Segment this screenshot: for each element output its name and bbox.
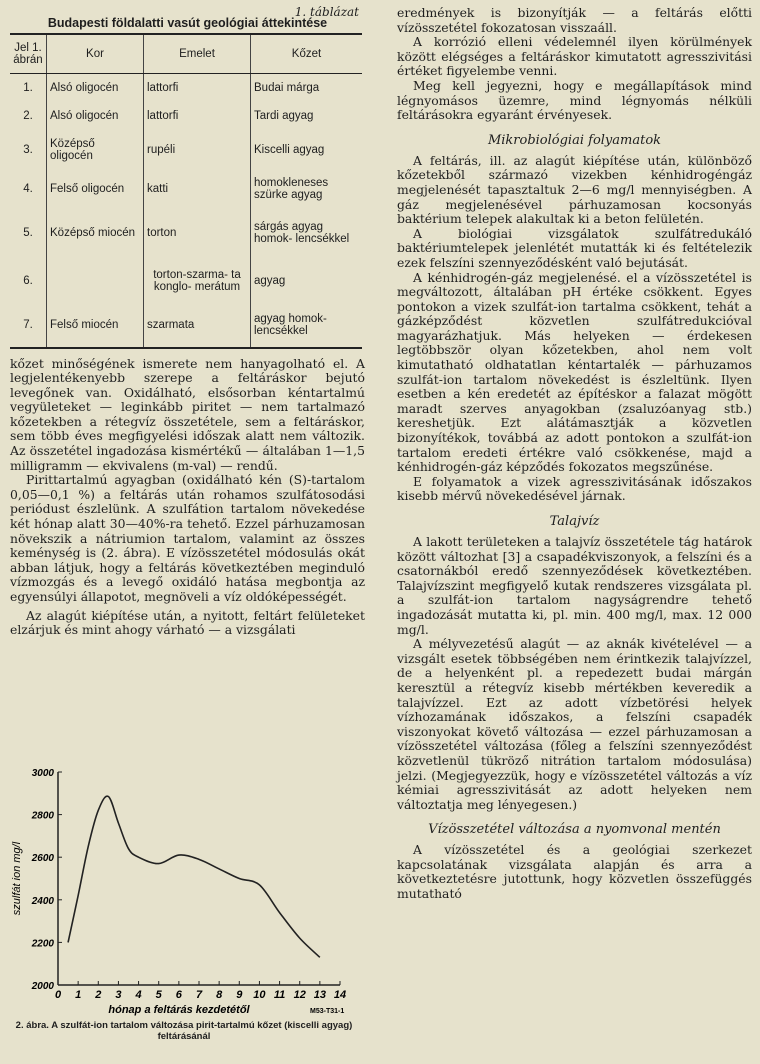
paragraph: kőzet minőségének ismerete nem hanyagolható el. A legjelentékenyebb szerepe a feltáráskor bejutó levegőnek van. Oxidálható, elsősorban kéntartalmú vegyületeket — leginkább piritet — nem tartalmazó kőzetekben a rétegvíz összetétele, sem a feltáráskor, sem több éves megfigyelési időszak alatt nem változik. Az összetétel ingadozása kismértékű — általában 1—1,5 milligramm — ekvivalens (m-val) — rendű.: [10, 355, 365, 473]
table-row: [10, 208, 362, 258]
figure-mark: M53-T31-1: [310, 1008, 345, 1015]
table-row: [10, 102, 362, 130]
paragraph: A biológiai vizsgálatok szulfátredukáló baktériumtelepek jelenlétét mutatták ki és feltételezik ezek felszíni szennyeződésként való bejutását.: [397, 225, 752, 270]
y-tick-label: 2800: [31, 810, 54, 822]
cell-kozet: Tardi agyag: [254, 109, 314, 122]
y-tick-label: 2600: [31, 853, 54, 865]
series-line: [68, 796, 320, 957]
cell-emelet: lattorfi: [144, 74, 251, 102]
cell-kor: Alsó oligocén: [47, 102, 144, 130]
cell-emelet: torton-szarma- ta konglo- merátum: [144, 258, 251, 304]
paragraph: A kénhidrogén-gáz megjelenésé. el a vízösszetétel is megváltozott, általában pH értéke csökkent. Egyes pontokon a vizek szulfát-ion tartalma csökkent, tehát a gázképződést közvetlen szulfátredukcióval magyarázhatjuk. Más helyeken — érdekesen legtöbbször olyan kőzetekben, ahol nem volt kimutatható oldhatatlan kéntartalék — párhuzamos szulfát-ion tartalom növekedést is észleltünk. Ilyen esetben a kén eredetét az építéskor a falazat mögött maradt szerves anyagokban (zsaluzóanyag stb.) kereshetjük. Ezt alátámasztják a közvetlen bizonyítékok, továbbá az adott pontokon a szulfát-ion tartalom eredeti értékre való csökkenése, majd a kénhidrogén-gáz képződés fokozatos megszűnése.: [397, 269, 752, 475]
chart-svg: [0, 752, 360, 1022]
cell-emelet: lattorfi: [144, 102, 251, 130]
cell-kozet: Kiscelli agyag: [254, 143, 325, 156]
geology-table: [10, 33, 362, 349]
table-row: [10, 304, 362, 348]
cell-kozet: agyag homok- lencsékkel: [254, 313, 327, 337]
cell-kor: Alsó oligocén: [47, 74, 144, 102]
table-title: Budapesti földalatti vasút geológiai áttekintése: [47, 16, 328, 30]
x-tick-label: 5: [155, 989, 162, 1001]
x-tick-label: 6: [175, 989, 182, 1001]
x-tick-label: 4: [135, 989, 142, 1001]
section-title: Talajvíz: [549, 514, 600, 529]
x-tick-label: 14: [333, 989, 347, 1001]
paragraph: A lakott területeken a talajvíz összetétele tág határok között változhat [3] a csapadékviszonyok, a felszíni és a csatornákból eredő szennyeződések következtében. Talajvízszint megfigyelő kutak rendszeres vizsgálata pl. a szulfát-ion tartalom nagyságrendre tehető ingadozását mutatta ki, pl. min. 400 mg/l, max. 12 000 mg/l.: [397, 534, 752, 637]
left-text: [10, 357, 365, 638]
cell-emelet: rupéli: [144, 130, 251, 170]
paragraph: E folyamatok a vizek agresszivitásának időszakos kisebb mérvű növekedésével járnak.: [397, 473, 752, 504]
figure-caption: 2. ábra. A szulfát-ion tartalom változása pirit-tartalmú kőzet (kiscelli agyag) feltárásánál: [15, 1020, 353, 1042]
section-title: Vízösszetétel változása a nyomvonal mentén: [428, 822, 721, 838]
header-emelet: Emelet: [144, 34, 251, 74]
cell-kozet: Budai márga: [254, 81, 320, 94]
y-tick-label: 2000: [31, 981, 54, 992]
cell-emelet: katti: [144, 170, 251, 208]
cell-kozet: agyag: [254, 274, 286, 287]
x-tick-label: 7: [195, 989, 203, 1001]
cell-no: 6.: [10, 258, 47, 304]
cell-no: 3.: [10, 130, 47, 170]
paragraph: Pirittartalmú agyagban (oxidálható kén (S)-tartalom 0,05—0,1 %) a feltárás után rohamos szulfátosodási periódust észlelünk. A szulfátion tartalom növekedése két hónap alatt 30—40%-ra tehető. Ezzel párhuzamosan növekszik a nátriumion tartalom, valamint az összes keménység is (2. ábra). E vízösszetétel módosulás okát abban látjuk, hogy a feltárás következtében meginduló vízmozgás és a levegő oxidáló hatása megbontja az egyensúlyi állapotot, megnöveli a víz oldóképességét.: [10, 472, 365, 604]
cell-kozet: sárgás agyag homok- lencsékkel: [254, 220, 350, 245]
header-kozet: Kőzet: [251, 34, 363, 74]
x-axis-label: hónap a feltárás kezdetétől: [108, 1004, 250, 1016]
x-tick-label: 3: [115, 989, 122, 1001]
section-title: Mikrobiológiai folyamatok: [487, 132, 662, 148]
table-row: [10, 170, 362, 208]
x-tick-label: 2: [95, 989, 102, 1001]
paragraph: eredmények is bizonyítják — a feltárás előtti vízösszetétel fokozatosan visszaáll.: [397, 5, 752, 35]
paragraph: Meg kell jegyezni, hogy e megállapítások mind légnyomásos üzemre, mind légnyomás nélküli feltárásokra egyaránt érvényesek.: [397, 77, 752, 123]
cell-kor: [47, 258, 144, 304]
x-tick-label: 1: [75, 989, 82, 1001]
cell-emelet: torton: [144, 208, 251, 258]
cell-no: 1.: [10, 74, 47, 102]
x-tick-label: 10: [253, 989, 266, 1001]
paragraph: A feltárás, ill. az alagút kiépítése után, különböző kőzetekből származó vizekben kénhidrogéngáz megjelenését tapasztaltuk 2—6 mg/l mennyiségben. A gáz megjelenésével párhuzamosan kocsonyás baktérium telepek alakultak ki a beton felületén.: [397, 152, 752, 227]
right-column: [397, 6, 752, 902]
paragraph: Az alagút kiépítése után, a nyitott, feltárt felületeket elzárjuk és mint ahogy várható — a vizsgálati: [10, 607, 365, 638]
x-tick-label: 11: [273, 989, 286, 1001]
cell-kozet: homokleneses szürke agyag: [254, 176, 329, 201]
x-tick-label: 12: [293, 989, 306, 1001]
cell-no: 7.: [10, 304, 47, 348]
sulfate-chart: [0, 752, 360, 1064]
y-axis-label: szulfát ion mg/l: [11, 841, 23, 916]
left-column: [10, 6, 365, 638]
cell-no: 5.: [10, 208, 47, 258]
paragraph: A vízösszetétel és a geológiai szerkezet kapcsolatának vizsgálata alapján és arra a következtetésre jutottunk, hogy közvetlen összefüggés mutatható: [397, 842, 752, 902]
cell-no: 2.: [10, 102, 47, 130]
paragraph: A korrózió elleni védelemnél ilyen körülmények között elégséges a feltáráskor kimutatott agresszivitási értéket figyelembe venni.: [397, 34, 752, 79]
table-row: [10, 258, 362, 304]
header-kor: Kor: [47, 34, 144, 74]
cell-kor: Felső oligocén: [47, 170, 144, 208]
x-tick-label: 0: [54, 989, 62, 1001]
cell-kor: Felső miocén: [47, 304, 144, 348]
y-tick-label: 2400: [31, 895, 54, 907]
paragraph: A mélyvezetésű alagút — az aknák kivételével — a vizsgált esetek többségében nem érintkezik talajvízzel, de a helyenként pl. a repedezett budai márgán keresztül a rétegvíz kisebb mértékben keveredik a talajvízzel. Ezt az adott vízbetörési helyek vízhozamának időszakos, a felszíni csapadék viszonyokat követő változása — ezzel párhuzamosan a vízösszetétel változása (főleg a felszíni szennyeződést közvetlenül tükröző nitrátion tartalom módosulása) jelzi. (Megjegyezzük, hogy e vízösszetétel változás a víz kémiai agresszivitását az adott helyeken nem változtatja meg lényegesen.): [397, 636, 752, 812]
y-tick-label: 3000: [31, 768, 54, 779]
y-tick-label: 2200: [31, 938, 54, 950]
table-row: [10, 74, 362, 102]
cell-kor: Középső oligocén: [47, 130, 144, 170]
x-tick-label: 8: [216, 989, 223, 1001]
table-number: 1. táblázat: [294, 5, 359, 19]
header-jel: Jel 1. ábrán: [10, 34, 47, 74]
x-tick-label: 9: [236, 989, 243, 1001]
cell-kor: Középső miocén: [47, 208, 144, 258]
cell-no: 4.: [10, 170, 47, 208]
x-tick-label: 13: [313, 989, 326, 1001]
table-header-row: [10, 34, 362, 74]
cell-emelet: szarmata: [144, 304, 251, 348]
table-row: [10, 130, 362, 170]
